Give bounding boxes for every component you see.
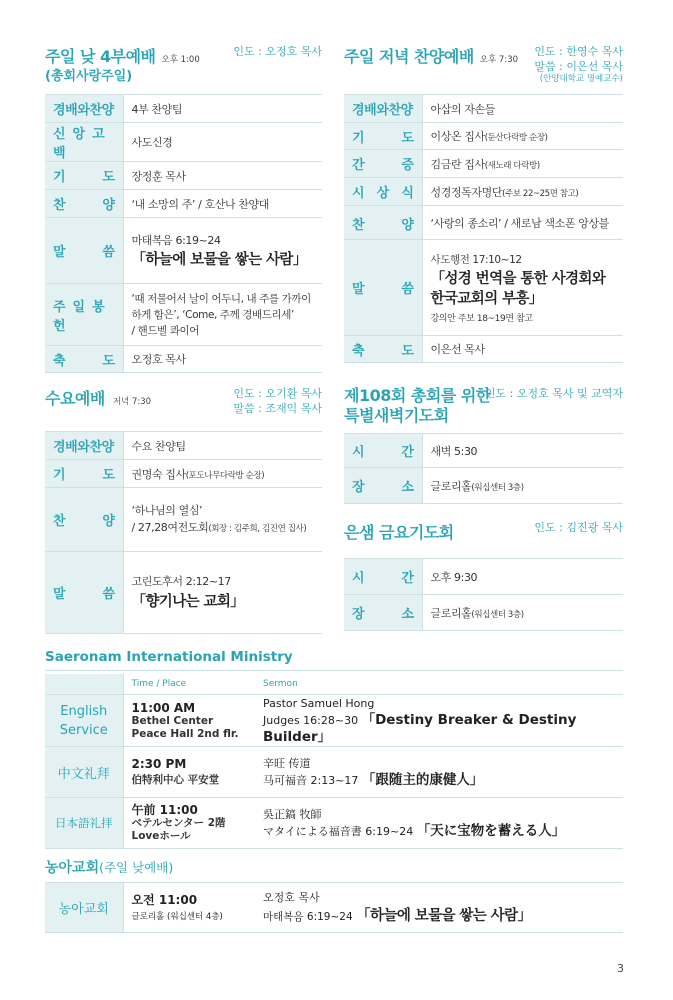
prayer-label-2: 도 (401, 130, 414, 146)
chinese-label: 中文礼拜 (45, 747, 123, 798)
dawn-title-2: 특별새벽기도회 (344, 406, 449, 425)
prayer-label-2: 도 (102, 170, 115, 185)
hymn-label-2: 양 (102, 514, 115, 529)
worship-label: 경배와찬양 (45, 95, 123, 123)
worship-value: 아삽의 자손들 (422, 95, 623, 123)
creed-value: 사도신경 (123, 123, 322, 162)
prayer-label-1: 기 (53, 170, 66, 185)
place-label-1: 장 (352, 607, 365, 622)
deaf-title: 농아교회 (45, 860, 100, 876)
reading-label-1: 시 (352, 186, 365, 201)
time-label-1: 시 (352, 571, 365, 586)
fri-title: 은샘 금요기도회 (344, 523, 454, 542)
dawn-table (344, 433, 623, 504)
time-label-1: 시 (352, 445, 365, 460)
sermon-ref: 사도행전 17:10~12 (430, 253, 522, 266)
testimony-value: 김금란 집사 (430, 157, 485, 171)
sermon-title: 「하늘에 보물을 쌓는 사람」 (131, 251, 307, 268)
sun4-table (45, 94, 322, 373)
blessing-label-2: 도 (401, 343, 414, 359)
fri-table (344, 558, 623, 631)
worship-value: 수요 찬양팀 (123, 432, 322, 460)
deaf-table (45, 882, 623, 933)
blessing-label-1: 축 (352, 343, 365, 359)
chinese-ref: 马可福音 2:13~17 (263, 774, 359, 787)
suneve-table (344, 94, 623, 363)
japanese-speaker: 吳正鎬 牧師 (263, 808, 322, 821)
reading-note: (주보 22~25면 참고) (502, 188, 579, 199)
sermon-note: 강의안 주보 18~19면 참고 (430, 313, 533, 324)
blessing-label-1: 축 (53, 353, 66, 369)
english-sermon-title: 「Destiny Breaker & Destiny Builder」 (263, 712, 577, 745)
wed-lead-1: 인도 : 오기환 목사 (233, 387, 322, 400)
testimony-label-2: 증 (401, 158, 414, 173)
place-value: 글로리홀 (430, 479, 472, 493)
japanese-sermon-title: 「天に宝物を蓄える人」 (416, 823, 566, 839)
prayer-label-1: 기 (352, 130, 365, 146)
english-place-2: Peace Hall 2nd flr. (131, 727, 239, 740)
english-speaker: Pastor Samuel Hong (263, 697, 375, 710)
suneve-lead-3: (안양대학교 명예교수) (539, 74, 623, 84)
page-number: 3 (617, 962, 624, 975)
place-value: 글로리홀 (430, 606, 472, 620)
english-label-2: Service (59, 722, 108, 738)
sun4-subtitle: (총회사랑주일) (45, 69, 133, 84)
prayer-label-2: 도 (102, 468, 115, 483)
wed-lead-2: 말씀 : 조재익 목사 (233, 402, 322, 415)
time-value: 오후 9:30 (422, 559, 623, 595)
fri-lead: 인도 : 김진광 목사 (534, 521, 623, 534)
sun4-title: 주일 낮 4부예배 (45, 47, 156, 66)
sermon-ref: 마태복음 6:19~24 (131, 233, 221, 247)
blessing-value: 오정호 목사 (123, 346, 322, 373)
suneve-title: 주일 저녁 찬양예배 (344, 47, 474, 66)
offering-line-3: / 핸드벨 콰이어 (131, 324, 199, 337)
prayer-value: 장정훈 목사 (123, 162, 322, 190)
chinese-sermon-title: 「跟随主的康健人」 (361, 772, 484, 788)
prayer-note: (둔산다락방 순장) (484, 133, 548, 143)
place-label-1: 장 (352, 480, 365, 495)
japanese-label: 日本語礼拝 (45, 798, 123, 849)
sermon-label-2: 씀 (401, 282, 414, 297)
english-label-1: English (60, 703, 108, 719)
hymn-value: ‘사랑의 종소리’ / 새로남 색소폰 앙상블 (422, 206, 623, 240)
wed-table (45, 431, 322, 634)
intl-divider (45, 670, 623, 671)
creed-label: 신앙고백 (53, 127, 112, 161)
hymn-line-1: ‘하나님의 열심’ (131, 503, 203, 517)
place-label-2: 소 (401, 480, 414, 495)
prayer-value: 권명숙 집사 (131, 467, 186, 481)
offering-line-2: 하게 함은’, ‘Come, 주께 경배드리세’ (131, 308, 294, 321)
prayer-note: (포도나무다락방 순장) (185, 470, 265, 481)
japanese-time: 午前 11:00 (131, 803, 198, 817)
hymn-label-1: 찬 (53, 514, 66, 529)
sermon-title-line-2: 한국교회의 부흥」 (430, 290, 543, 307)
offering-line-1: ‘때 저물어서 날이 어두니, 내 주를 가까이 (131, 292, 311, 305)
hymn-label-1: 찬 (53, 198, 66, 213)
sermon-title-line-1: 「성경 번역을 통한 사경회와 (430, 270, 606, 287)
chinese-time: 2:30 PM (131, 757, 187, 771)
worship-label: 경배와찬양 (344, 95, 422, 123)
english-ref: Judges 16:28~30 (263, 714, 359, 727)
reading-label-3: 식 (401, 186, 414, 201)
intl-header-blank (45, 674, 123, 695)
hymn-line-2: / 27,28여전도회 (131, 520, 209, 534)
deaf-sermon-title: 「하늘에 보물을 쌓는 사람」 (356, 908, 532, 924)
sun4-time: 오후 1:00 (161, 55, 200, 65)
place-label-2: 소 (401, 607, 414, 622)
intl-table (45, 674, 623, 849)
dawn-lead: 인도 : 오정호 목사 및 교역자 (484, 387, 623, 400)
deaf-ref: 마태복음 6:19~24 (263, 911, 353, 923)
wed-title: 수요예배 (45, 389, 105, 408)
deaf-subtitle: (주일 낮예배) (99, 860, 174, 875)
sermon-label-1: 말 (53, 245, 66, 260)
deaf-speaker: 오정호 목사 (263, 891, 320, 904)
sermon-ref: 고린도후서 2:12~17 (131, 575, 231, 588)
blessing-value: 이은선 목사 (422, 336, 623, 363)
japanese-ref: マタイによる福音書 6:19~24 (263, 825, 414, 838)
english-time: 11:00 AM (131, 700, 196, 715)
chinese-place: 伯特利中心 平安堂 (131, 774, 220, 786)
hymn-value: ‘내 소망의 주’ / 호산나 찬양대 (123, 190, 322, 218)
wed-time: 저녁 7:30 (112, 397, 152, 407)
testimony-label-1: 간 (352, 158, 365, 173)
worship-value: 4부 찬양팀 (123, 95, 322, 123)
blessing-label-2: 도 (102, 353, 115, 369)
sermon-label-2: 씀 (102, 245, 115, 260)
english-place-1: Bethel Center (131, 714, 214, 727)
hymn-note: (회장 : 김주희, 김진연 집사) (208, 523, 307, 534)
reading-label-2: 상 (376, 186, 389, 201)
suneve-lead-1: 인도 : 한영수 목사 (534, 45, 623, 58)
sermon-label-2: 씀 (102, 587, 115, 602)
suneve-time: 오후 7:30 (479, 55, 519, 65)
sermon-label-1: 말 (352, 282, 365, 297)
chinese-speaker: 辛旺 传道 (263, 757, 311, 770)
deaf-label: 농아교회 (45, 883, 123, 933)
testimony-note: (새노래 다락방) (484, 160, 540, 171)
time-label-2: 간 (401, 445, 414, 460)
place-note: (워십센터 3층) (471, 482, 524, 493)
hymn-label-2: 양 (401, 218, 414, 233)
worship-label: 경배와찬양 (45, 432, 123, 460)
deaf-time: 오전 11:00 (131, 893, 198, 907)
hymn-label-1: 찬 (352, 218, 365, 233)
reading-value: 성경정독자명단 (430, 185, 503, 199)
japanese-place-1: ベテルセンター 2階 (131, 817, 226, 829)
sermon-label-1: 말 (53, 587, 66, 602)
intl-col-sermon: Sermon (255, 674, 623, 695)
offering-label: 주일봉헌 (53, 299, 112, 334)
hymn-label-2: 양 (102, 198, 115, 213)
prayer-label-1: 기 (53, 468, 66, 483)
intl-col-time: Time / Place (123, 674, 255, 695)
suneve-lead-2: 말씀 : 이은선 목사 (534, 60, 623, 73)
place-note: (워십센터 3층) (471, 609, 524, 620)
japanese-place-2: Loveホール (131, 830, 191, 842)
dawn-title-1: 제108회 총회를 위한 (344, 386, 491, 405)
sermon-title: 「향기나는 교회」 (131, 594, 245, 610)
time-value: 새벽 5:30 (422, 434, 623, 468)
sun4-lead: 인도 : 오정호 목사 (233, 45, 322, 58)
deaf-place: 글로리홀 (워십센터 4층) (131, 912, 223, 922)
time-label-2: 간 (401, 571, 414, 586)
prayer-value: 이상온 집사 (430, 130, 485, 143)
intl-title: Saeronam International Ministry (45, 649, 293, 665)
